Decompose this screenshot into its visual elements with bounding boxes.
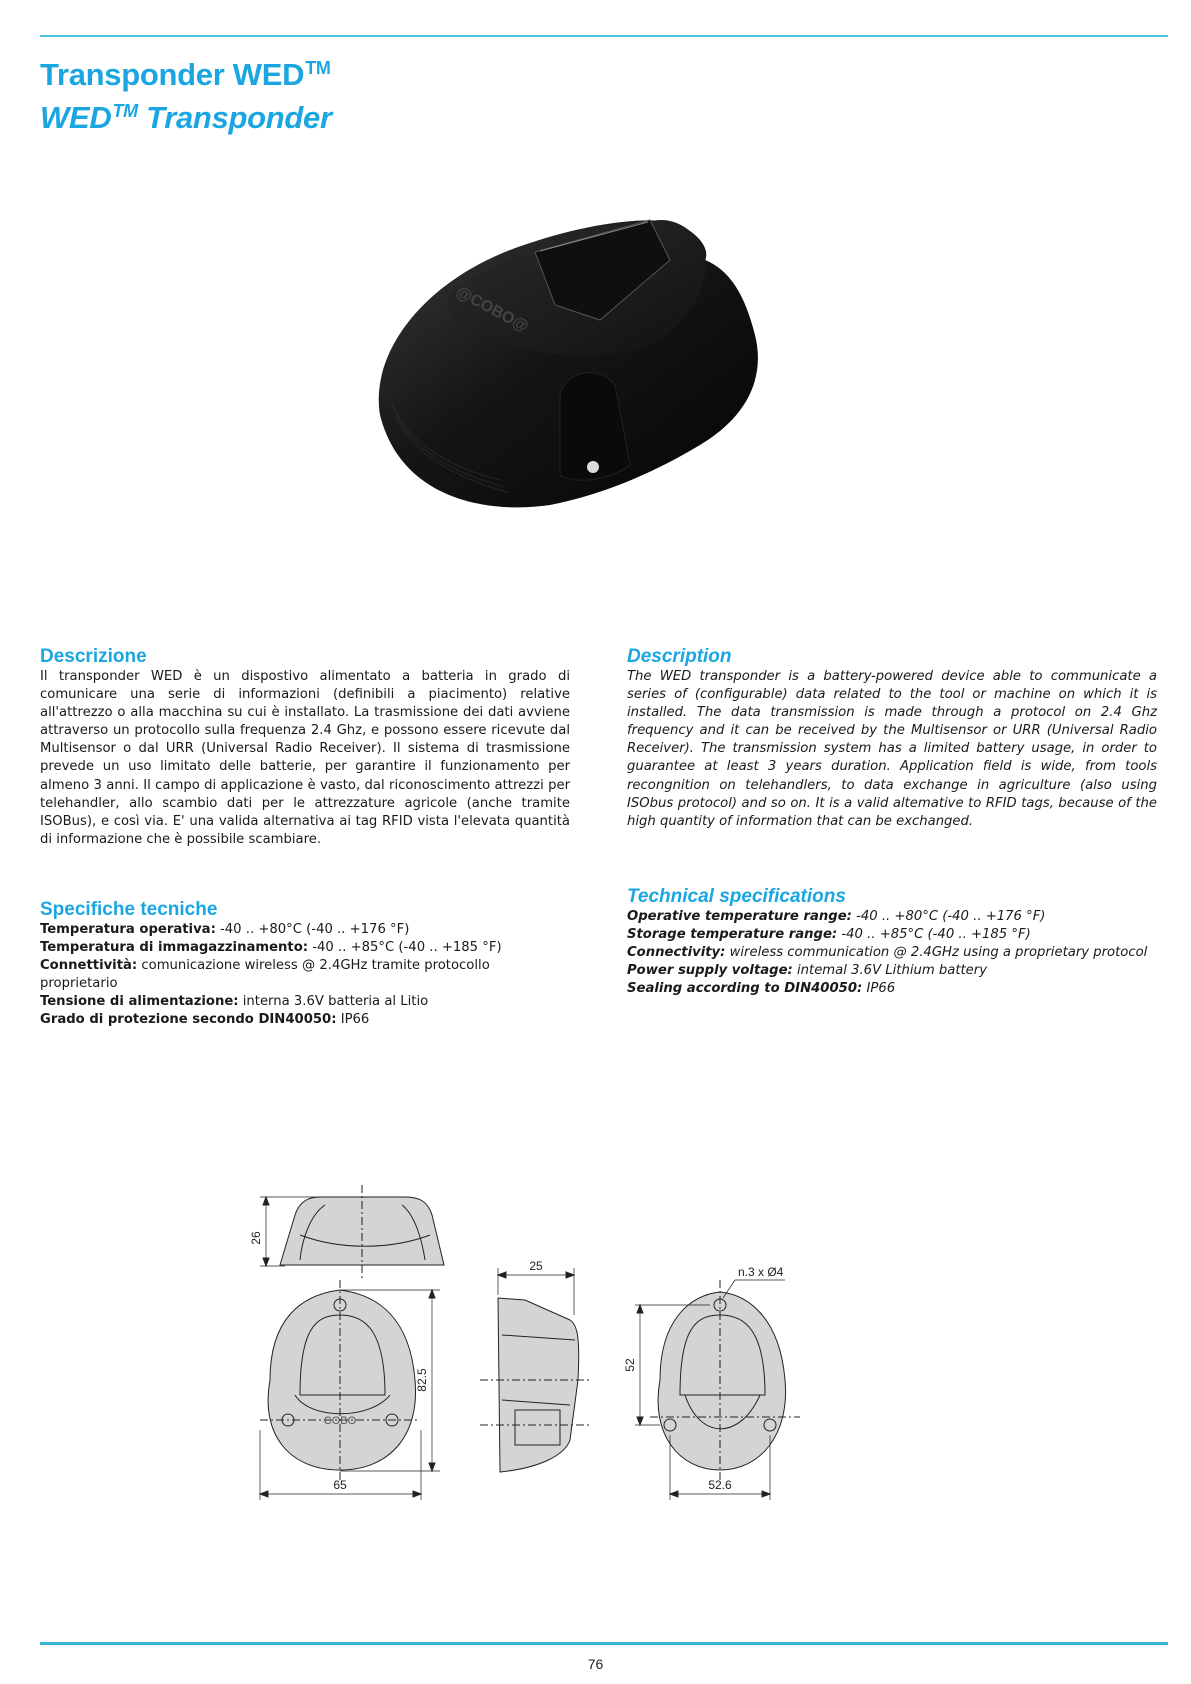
side-view — [480, 1268, 590, 1472]
spec-row: Temperatura operativa: -40 .. +80°C (-40 .. +176 °F) — [40, 922, 410, 937]
spec-row: Tensione di alimentazione: interna 3.6V batteria al Litio — [40, 994, 429, 1010]
description-text: The WED transponder is a battery-powered device able to communicate a series of (configurable) data related to the tool or machine on which it is installed. The data transmission is made through a protocol on 2.4 Ghz frequency and it can be received by the Multisensor or URR (Universal Radio Receiver). The transmission system has a limited battery usage, in order to guarantee at least 3 years duration. Application field is wide, from tools recongnition on telehandlers, to data exchange in agriculture (also using ISObus protocol) and so on. It is a valid altemative to RFID tags, because of the high quantity of information that can be exchanged. — [627, 669, 1157, 829]
page-number: 76 — [587, 1656, 604, 1672]
title-italian: Transponder WED™ — [40, 57, 331, 92]
specs-heading: Technical specifications — [627, 886, 846, 907]
product-photo — [360, 195, 780, 545]
specs-heading: Specifiche tecniche — [40, 899, 218, 920]
top-view — [260, 1280, 440, 1500]
bottom-view — [635, 1280, 800, 1500]
dim-length-label: 82.5 — [415, 1368, 429, 1392]
specs-english — [627, 887, 1157, 998]
spec-row: Connectivity: wireless communication @ 2.4GHz using a proprietary protocol — [627, 945, 1148, 961]
description-heading: Description — [627, 646, 732, 667]
dim-width-label: 65 — [333, 1478, 347, 1492]
spec-row: Grado di protezione secondo DIN40050: IP66 — [40, 1012, 370, 1028]
description-text: Il transponder WED è un dispostivo alimentato a batteria in grado di comunicare una serie di informazioni (definibili a piacimento) relative all'attrezzo o alla macchina su cui è installato. La trasmissione dei dati avviene attraverso un protocollo sulla frequenza 2.4 Ghz, e possono essere ricevute dal Multisensor o dal URR (Universal Radio Receiver). Il sistema di trasmissione prevede un uso limitato delle batterie, per garantire il funzionamento per almeno 3 anni. Il campo di applicazione è vasto, dal riconoscimento attrezzi per telehandler, allo scambio dati per le attrezzature agricole (anche tramite ISOBus), e così via. E' una valida alternativa ai tag RFID vista l'elevata quantità di informazione che è possibile scambiare. — [40, 669, 570, 847]
mount-hole — [587, 461, 599, 473]
technical-drawings — [240, 1180, 880, 1580]
title-english: WED™ Transponder — [40, 100, 332, 135]
spec-row: Sealing according to DIN40050: IP66 — [627, 981, 896, 997]
specs-italian — [40, 900, 570, 1030]
dim-depth-label: 25 — [529, 1259, 543, 1273]
spec-row: Power supply voltage: intemal 3.6V Lithium battery — [627, 963, 988, 979]
spec-row: Connettività: comunicazione wireless @ 2.4GHz tramite protocollo proprietario — [40, 958, 490, 992]
logo-emboss: @COBO@ — [453, 283, 532, 336]
page-title — [40, 50, 332, 136]
description-italian — [40, 647, 570, 849]
spec-row: Temperatura di immagazzinamento: -40 .. +85°C (-40 .. +185 °F) — [40, 940, 502, 956]
spec-row: Storage temperature range: -40 .. +85°C (-40 .. +185 °F) — [627, 927, 1031, 943]
dim-hole-spacing-label: 52.6 — [708, 1478, 732, 1492]
dim-hole-vertical-label: 52 — [623, 1358, 637, 1372]
spec-row: Operative temperature range: -40 .. +80°C (-40 .. +176 °F) — [627, 909, 1046, 924]
bottom-rule — [40, 1642, 1168, 1645]
front-elevation-view — [260, 1185, 444, 1280]
dim-height-label: 26 — [249, 1231, 263, 1245]
description-english — [627, 647, 1157, 831]
dim-holes-label: n.3 x Ø4 — [738, 1265, 784, 1279]
description-heading: Descrizione — [40, 646, 147, 667]
drawing-logo: COBO — [323, 1415, 357, 1427]
top-rule — [40, 35, 1168, 37]
